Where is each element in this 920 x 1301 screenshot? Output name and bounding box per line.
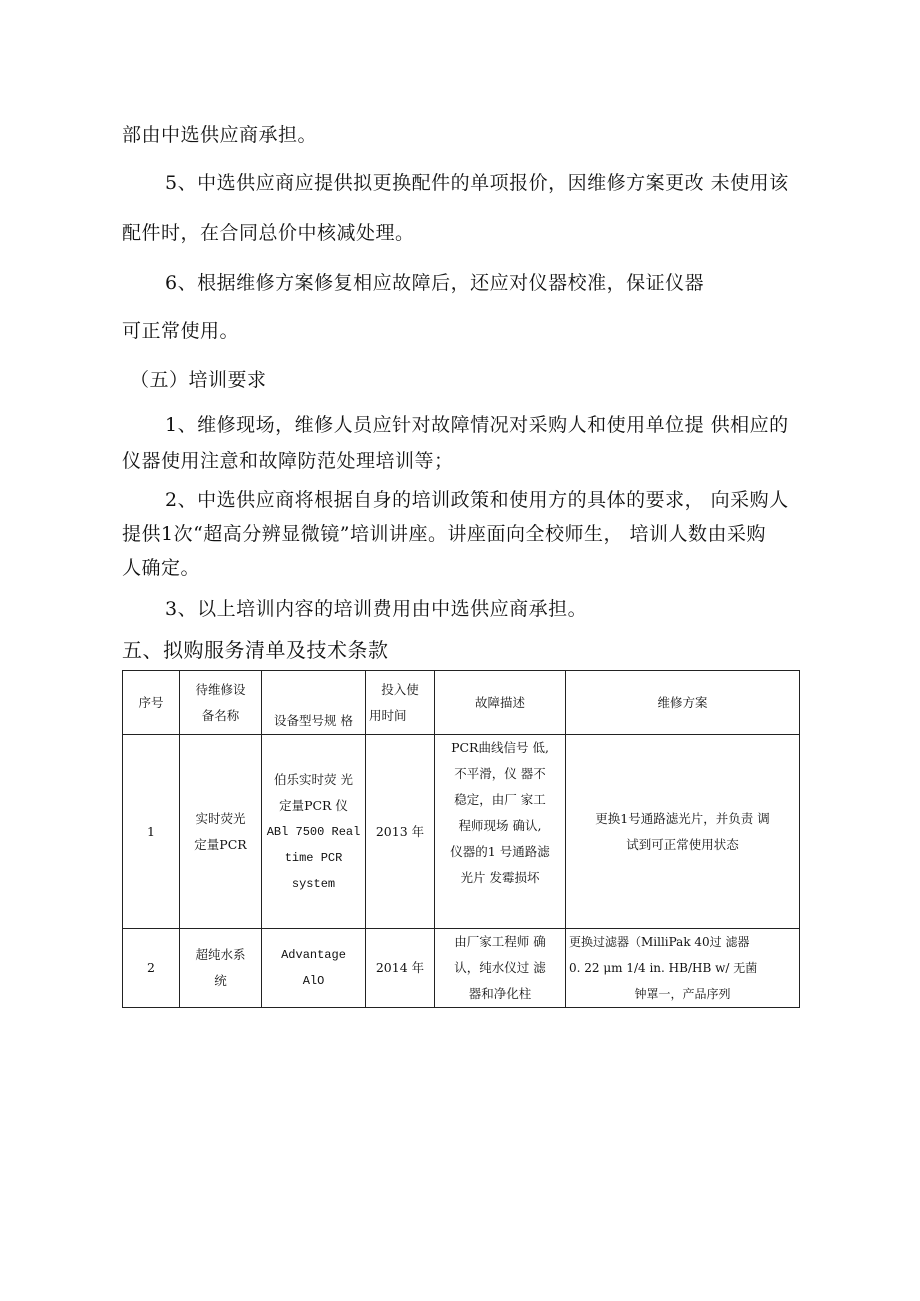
section-heading: （五）培训要求	[130, 369, 267, 391]
cell-text: 伯乐实时荧 光	[274, 771, 353, 787]
header-text: 备名称	[201, 707, 240, 723]
cell-text: 器和净化柱	[468, 986, 532, 1001]
cell-no: 2	[123, 929, 180, 1008]
cell-text: 更换1号通路滤光片，并负责 调	[595, 810, 770, 826]
cell-model	[262, 929, 366, 1008]
header-text: 投入使	[381, 681, 419, 697]
paragraph-line: 人确定。	[122, 557, 201, 579]
header-cell: 故障描述	[435, 671, 566, 735]
paragraph-line: 5、中选供应商应提供拟更换配件的单项报价，因维修方案更改 未使用该	[165, 172, 789, 194]
cell-text: 0. 22 μm 1/4 in. HB/HB w/ 无菌	[569, 961, 758, 975]
cell-text: Advantage	[281, 948, 346, 962]
cell-fault	[435, 929, 566, 1008]
service-table	[122, 670, 800, 1008]
cell-name	[180, 929, 262, 1008]
cell-text: 试到可正常使用状态	[626, 836, 739, 852]
header-cell	[262, 671, 366, 735]
table-row	[123, 929, 800, 1008]
cell-text: 定量PCR	[194, 836, 247, 852]
cell-text: 统	[214, 973, 227, 988]
cell-text: time PCR	[284, 850, 343, 865]
cell-text: 不平滑，仪 器不	[454, 766, 546, 781]
header-cell	[366, 671, 435, 735]
header-cell: 维修方案	[566, 671, 800, 735]
cell-name	[180, 735, 262, 929]
cell-text: 定量PCR 仪	[279, 797, 348, 813]
paragraph-line: 1、维修现场，维修人员应针对故障情况对采购人和使用单位提 供相应的	[165, 414, 789, 436]
cell-text: 钟罩一，产品序列	[634, 987, 731, 1001]
cell-text: AlO	[302, 974, 325, 988]
cell-fault	[435, 735, 566, 929]
cell-text: 仪器的1 号通路滤	[450, 844, 550, 859]
table-header-row	[123, 671, 800, 735]
cell-plan	[566, 929, 800, 1008]
header-text: 用时间	[369, 707, 407, 723]
cell-text: 由厂家工程师 确	[454, 934, 546, 949]
paragraph-line: 仪器使用注意和故障防范处理培训等；	[122, 450, 454, 472]
cell-time: 2014 年	[366, 929, 435, 1008]
header-cell	[180, 671, 262, 735]
cell-text: 超纯水系	[195, 947, 246, 962]
header-cell: 序号	[123, 671, 180, 735]
section-heading: 五、拟购服务清单及技术条款	[122, 638, 389, 662]
cell-text: 更换过滤器（MilliPak 40过 滤器	[569, 935, 750, 949]
paragraph-line: 配件时，在合同总价中核减处理。	[122, 222, 415, 244]
cell-text: 认，纯水仪过 滤	[454, 960, 546, 975]
cell-text: ABl 7500 Real	[266, 824, 361, 839]
table-row	[123, 735, 800, 929]
cell-model	[262, 735, 366, 929]
paragraph-line: 3、以上培训内容的培训费用由中选供应商承担。	[165, 598, 588, 620]
cell-plan	[566, 735, 800, 929]
cell-no: 1	[123, 735, 180, 929]
paragraph-line: 2、中选供应商将根据自身的培训政策和使用方的具体的要求， 向采购人	[165, 489, 789, 511]
cell-text: system	[291, 876, 336, 891]
header-text: 待维修设	[195, 681, 246, 697]
paragraph-line: 提供1次“超高分辨显微镜”培训讲座。讲座面向全校师生， 培训人数由采购	[122, 523, 767, 545]
paragraph-line: 6、根据维修方案修复相应故障后，还应对仪器校准，保证仪器	[165, 272, 705, 294]
cell-text: 稳定，由厂 家工	[454, 792, 546, 807]
cell-text: 光片 发霉损坏	[460, 870, 540, 885]
cell-text: PCR曲线信号 低,	[451, 740, 549, 755]
paragraph-line: 可正常使用。	[122, 320, 240, 342]
paragraph-line: 部由中选供应商承担。	[122, 124, 318, 146]
cell-text: 实时荧光	[195, 810, 246, 826]
header-text: 设备型号规 格	[274, 713, 353, 728]
cell-time: 2013 年	[366, 735, 435, 929]
cell-text: 程师现场 确认,	[458, 818, 542, 833]
